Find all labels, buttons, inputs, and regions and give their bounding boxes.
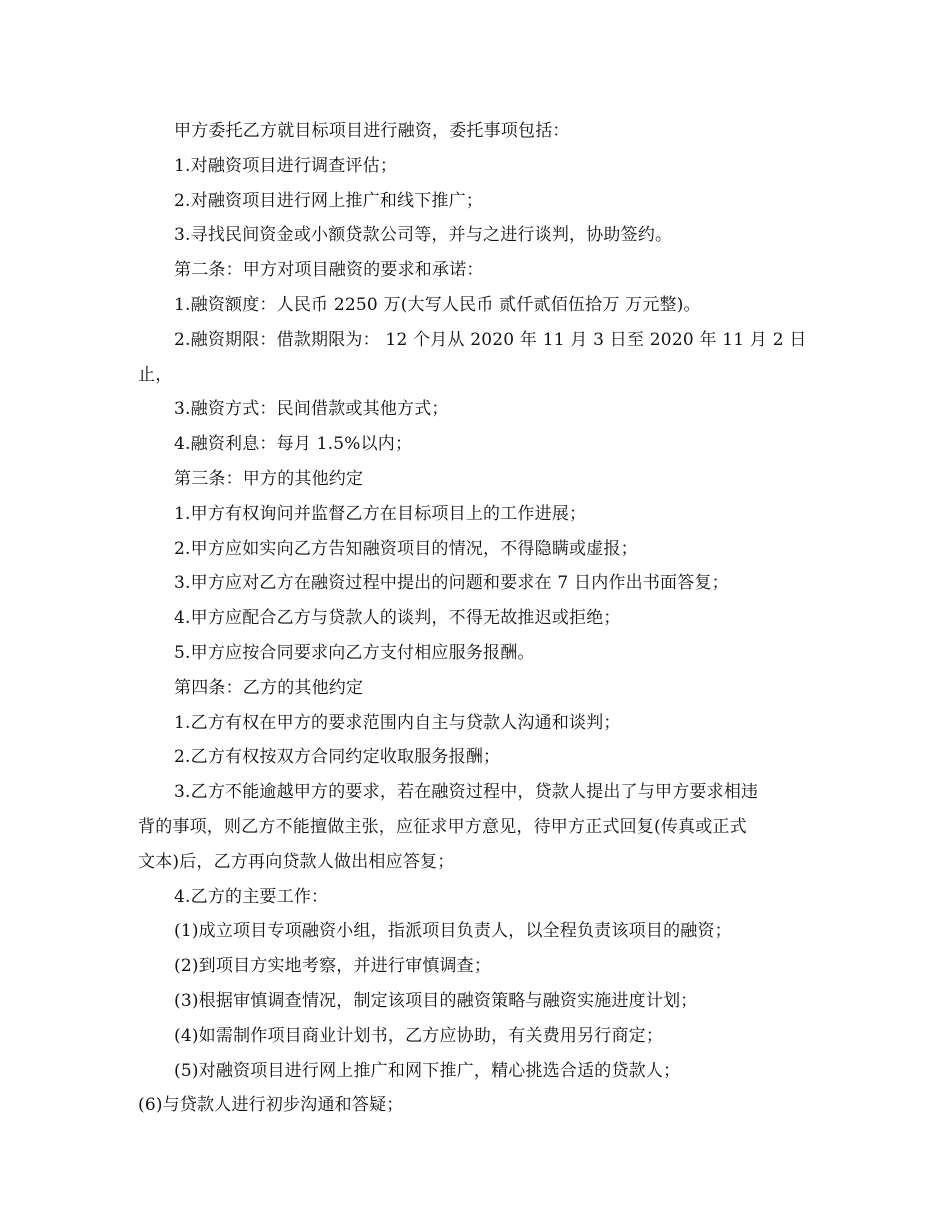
doc-line: 4.甲方应配合乙方与贷款人的谈判，不得无故推迟或拒绝；	[174, 608, 621, 629]
doc-line: 甲方委托乙方就目标项目进行融资，委托事项包括：	[174, 121, 570, 141]
doc-line: 2.甲方应如实向乙方告知融资项目的情况，不得隐瞒或虚报；	[174, 538, 638, 559]
doc-line: 1.乙方有权在甲方的要求范围内自主与贷款人沟通和谈判；	[174, 712, 621, 733]
doc-line: 2.乙方有权按双方合同约定收取服务报酬；	[174, 747, 501, 768]
doc-line: 4.融资利息：每月 1.5%以内；	[174, 434, 413, 455]
doc-line: (4)如需制作项目商业计划书，乙方应协助，有关费用另行商定；	[174, 1025, 664, 1046]
doc-line: 2.对融资项目进行网上推广和线下推广；	[174, 190, 484, 211]
doc-line: (6)与贷款人进行初步沟通和答疑；	[138, 1095, 404, 1116]
doc-line: 4.乙方的主要工作：	[174, 886, 329, 907]
doc-line: 2.融资期限：借款期限为： 12 个月从 2020 年 11 月 3 日至 2020 年 11 月 2 日	[174, 329, 807, 350]
section-heading: 第二条：甲方对项目融资的要求和承诺：	[174, 260, 484, 281]
doc-line: (5)对融资项目进行网上推广和网下推广，精心挑选合适的贷款人；	[174, 1060, 681, 1081]
doc-line: 3.融资方式：民间借款或其他方式；	[174, 399, 449, 420]
doc-line: 1.对融资项目进行调查评估；	[174, 155, 398, 176]
doc-line: 止，	[138, 364, 173, 385]
section-heading: 第三条：甲方的其他约定	[174, 468, 364, 489]
doc-line: 3.乙方不能逾越甲方的要求，若在融资过程中，贷款人提出了与甲方要求相违	[174, 782, 759, 803]
doc-line: 3.甲方应对乙方在融资过程中提出的问题和要求在 7 日内作出书面答复；	[174, 573, 729, 594]
doc-line: (1)成立项目专项融资小组，指派项目负责人，以全程负责该项目的融资；	[174, 921, 732, 942]
doc-line: (3)根据审慎调查情况，制定该项目的融资策略与融资实施进度计划；	[174, 990, 698, 1011]
doc-line: (2)到项目方实地考察，并进行审慎调查；	[174, 956, 492, 977]
doc-line: 1.甲方有权询问并监督乙方在目标项目上的工作进展；	[174, 503, 587, 524]
doc-line: 3.寻找民间资金或小额贷款公司等，并与之进行谈判，协助签约。	[174, 225, 673, 246]
doc-line: 1.融资额度：人民币 2250 万(大写人民币 贰仟贰佰伍拾万 万元整)。	[174, 294, 701, 315]
document-body	[138, 114, 818, 1123]
doc-line: 文本)后，乙方再向贷款人做出相应答复；	[138, 851, 455, 872]
doc-line: 背的事项，则乙方不能擅做主张，应征求甲方意见，待甲方正式回复(传真或正式	[138, 816, 747, 837]
section-heading: 第四条：乙方的其他约定	[174, 677, 364, 698]
doc-line: 5.甲方应按合同要求向乙方支付相应服务报酬。	[174, 642, 535, 663]
